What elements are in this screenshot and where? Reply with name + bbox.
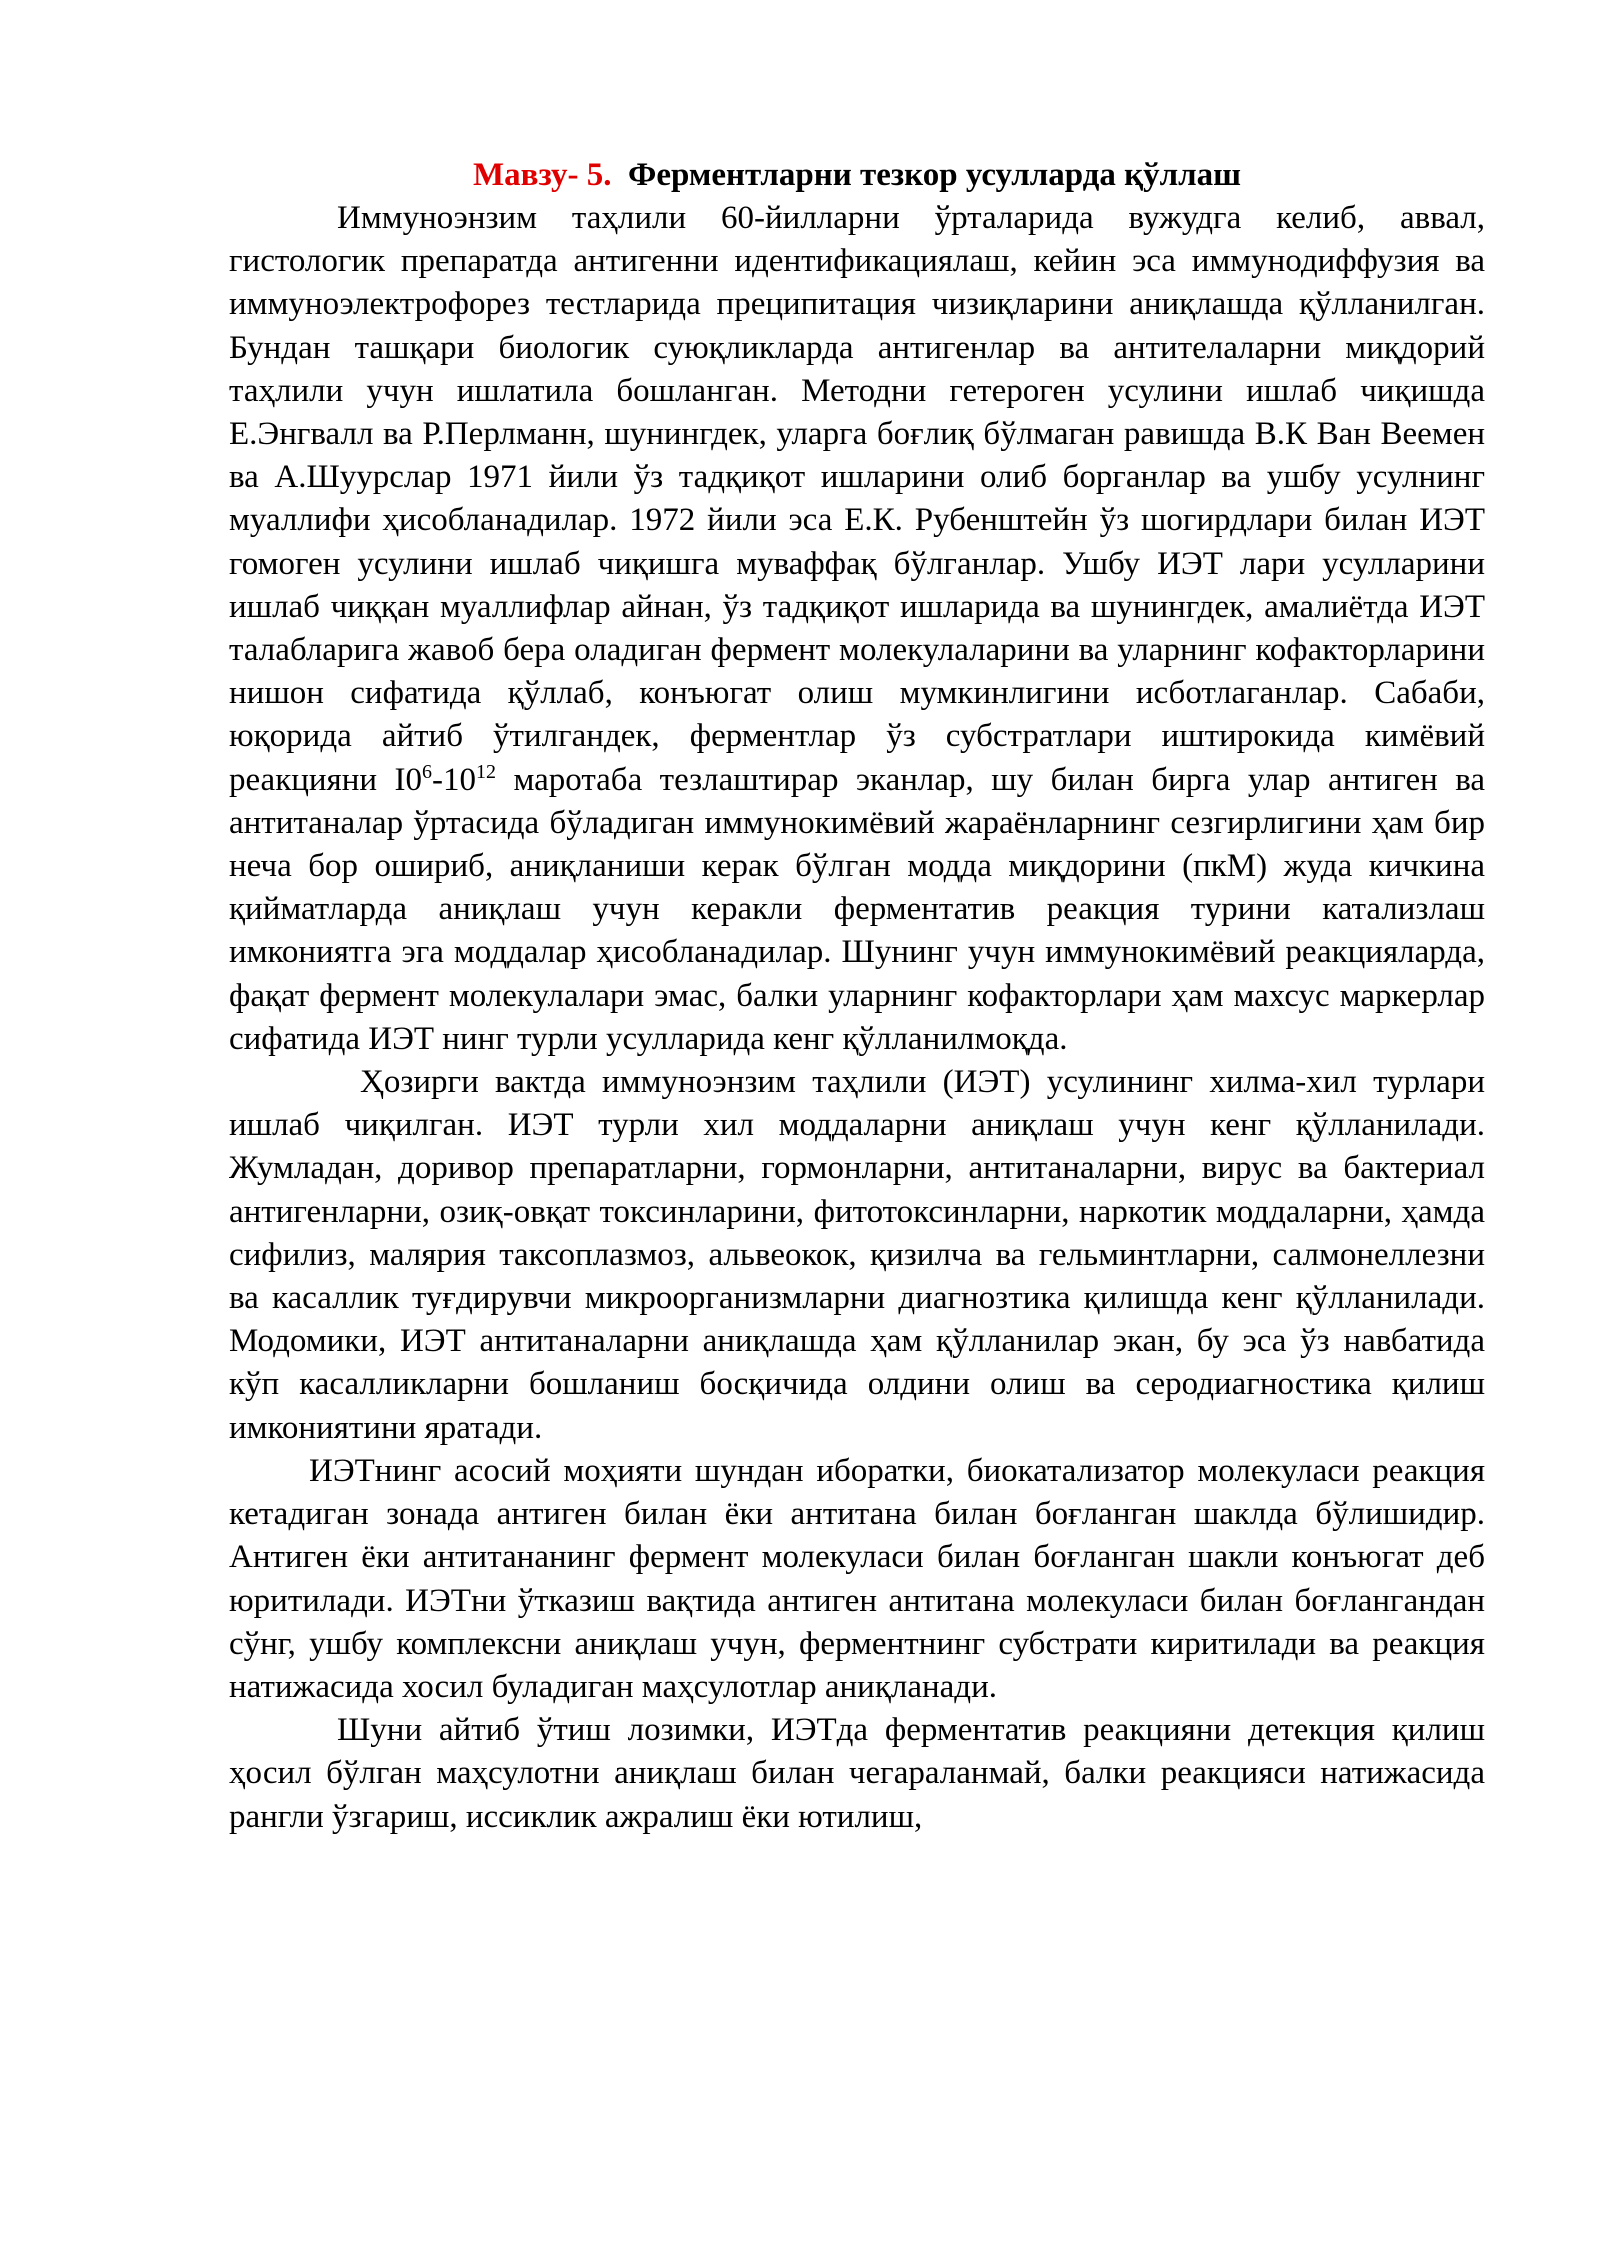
paragraph-1 [229,197,1485,1061]
paragraph-3: ИЭТнинг асосий моҳияти шундан иборатки, биокатализатор молекуласи реакция кетадиган зонада антиген билан ёки антитана билан боғланган шаклда бўлишидир. Антиген ёки антитананинг фермент молекуласи билан боғланган шакли конъюгат деб юритилади. ИЭТни ўтказиш вақтида антиген антитана молекуласи билан боғлангандан сўнг, ушбу комплексни аниқлаш учун, ферментнинг субстрати киритилади ва реакция натижасида хосил буладиган маҳсулотлар аниқланади. [229,1452,1485,1705]
paragraph-1-text-a: Иммуноэнзим таҳлили 60-йилларни ўрталарида вужудга келиб, аввал, гистологик препаратда антигенни идентификациялаш, кейин эса иммунодиффузия ва иммуноэлектрофорез тестларида преципитация чизиқларини аниқлашда қўлланилган. Бундан ташқари биологик суюқликларда антигенлар ва антителаларни миқдорий таҳлили учун ишлатила бошланган. Методни гетероген усулини ишлаб чиқишда Е.Энгвалл ва Р.Перлманн, шунингдек, уларга боғлиқ бўлмаган равишда В.К Ван Веемен ва А.Шуурслар 1971 йили ўз тадқиқот ишларини олиб борганлар ва ушбу усулнинг муаллифи ҳисобланадилар. 1972 йили эса Е.К. Рубенштейн ўз шогирдлари билан ИЭТ гомоген усулини ишлаб чиқишга муваффақ бўлганлар. Ушбу ИЭТ лари усулларини ишлаб чиққан муаллифлар айнан, ўз тадқиқот ишларида ва шунингдек, амалиётда ИЭТ талабларига жавоб бера оладиган фермент молекулаларини ва уларнинг кофакторларини нишон сифатида қўллаб, конъюгат олиш мумкинлигини исботлаганлар. Сабаби, юқорида айтиб ўтилгандек, ферментлар ўз субстратлари иштирокида кимёвий реакцияни I0 [229,200,1485,798]
paragraph-4: Шуни айтиб ўтиш лозимки, ИЭТда ферментатив реакцияни детекция қилиш ҳосил бўлган маҳсулотни аниқлаш билан чегараланмай, балки реакцияси натижасида рангли ўзгариш, иссиклик ажралиш ёки ютилиш, [229,1712,1485,1835]
topic-number: Мавзу- 5. [472,157,612,193]
exponent-12: 12 [476,760,496,783]
exponent-6: 6 [422,760,432,783]
document-page [229,154,1485,1839]
paragraph-1-text-c: маротаба тезлаштирар эканлар, шу билан бирга улар антиген ва антитаналар ўртасида бўладиган иммунокимёвий жараёнларнинг сезгирлигини ҳам бир неча бор ошириб, аниқланиши керак бўлган модда миқдорини (пкМ) жуда кичкина қийматларда аниқлаш учун керакли ферментатив реакция турини катализлаш имкониятга эга моддалар ҳисобланадилар. Шунинг учун иммунокимёвий реакцияларда, фақат фермент молекулалари эмас, балки уларнинг кофакторлари ҳам махсус маркерлар сифатида ИЭТ нинг турли усулларида кенг қўлланилмоқда. [229,761,1485,1057]
page-title [229,154,1485,197]
topic-title: Ферментларни тезкор усулларда қўллаш [628,157,1241,193]
paragraph-1-text-b: -10 [432,761,476,798]
paragraph-2: Ҳозирги вактда иммуноэнзим таҳлили (ИЭТ) усулининг хилма-хил турлари ишлаб чиқилган. ИЭТ турли хил моддаларни аниқлаш учун кенг қўлланилади. Жумладан, доривор препаратларни, гормонларни, антитаналарни, вирус ва бактериал антигенларни, озиқ-овқат токсинларини, фитотоксинларни, наркотик моддаларни, ҳамда сифилиз, малярия таксоплазмоз, альвеокок, қизилча ва гельминтларни, салмонеллезни ва касаллик туғдирувчи микроорганизмларни диагнозтика қилишда кенг қўлланилади. Модомики, ИЭТ антитаналарни аниқлашда ҳам қўлланилар экан, бу эса ўз навбатида кўп касалликларни бошланиш босқичида олдини олиш ва серодиагностика қилиш имкониятини яратади. [229,1064,1485,1446]
